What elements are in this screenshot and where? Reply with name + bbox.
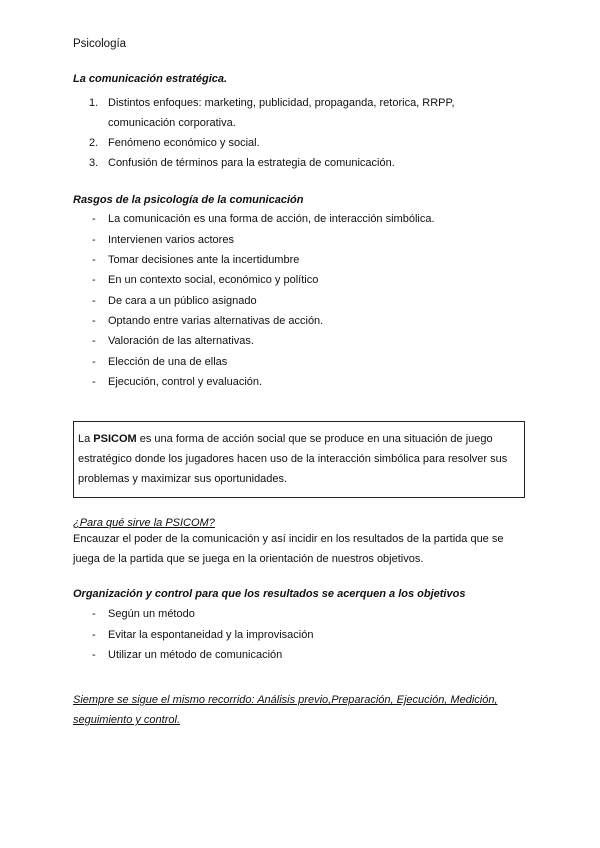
definition-box: [73, 421, 525, 498]
list-item: En un contexto social, económico y político: [108, 274, 319, 286]
footer-note-line: seguimiento y control.: [73, 714, 180, 726]
bullet-dash: -: [92, 295, 96, 307]
bullet-dash: -: [92, 335, 96, 347]
list-number: 2.: [89, 137, 99, 149]
bullet-dash: -: [92, 608, 96, 620]
bullet-dash: -: [92, 376, 96, 388]
bullet-dash: -: [92, 356, 96, 368]
definition-line-1: [78, 432, 493, 446]
section-heading-rasgos: Rasgos de la psicología de la comunicación: [73, 194, 304, 206]
list-item: Tomar decisiones ante la incertidumbre: [108, 254, 300, 266]
definition-line-3: problemas y maximizar sus oportunidades.: [78, 473, 288, 485]
bullet-dash: -: [92, 315, 96, 327]
footer-note-line: Siempre se sigue el mismo recorrido: Análisis previo,Preparación, Ejecución, Medición,: [73, 694, 498, 706]
list-item: Utilizar un método de comunicación: [108, 649, 283, 661]
list-item: Valoración de las alternativas.: [108, 335, 254, 347]
paragraph-line: juega de la partida que se juega en la orientación de nuestros objetivos.: [73, 553, 424, 565]
paragraph-line: Encauzar el poder de la comunicación y así incidir en los resultados de la partida que se: [73, 533, 504, 545]
section-question: ¿Para qué sirve la PSICOM?: [73, 517, 215, 529]
section-heading-organizacion: Organización y control para que los resultados se acerquen a los objetivos: [73, 588, 466, 600]
list-number: 3.: [89, 157, 99, 169]
definition-prefix: La: [78, 433, 94, 445]
list-item-continuation: comunicación corporativa.: [108, 117, 236, 129]
page-header-title: Psicología: [73, 38, 127, 50]
bullet-dash: -: [92, 213, 96, 225]
bullet-dash: -: [92, 234, 96, 246]
bullet-dash: -: [92, 629, 96, 641]
bullet-dash: -: [92, 254, 96, 266]
bullet-dash: -: [92, 649, 96, 661]
list-item: La comunicación es una forma de acción, de interacción simbólica.: [108, 213, 435, 225]
definition-line-2: estratégico donde los jugadores hacen uso de la interacción simbólica para resolver sus: [78, 453, 508, 465]
definition-term: PSICOM: [93, 433, 137, 445]
list-item: Según un método: [108, 608, 195, 620]
list-item: Intervienen varios actores: [108, 234, 234, 246]
list-item: Evitar la espontaneidad y la improvisación: [108, 629, 314, 641]
definition-rest: es una forma de acción social que se produce en una situación de juego: [136, 433, 493, 445]
list-item: Distintos enfoques: marketing, publicidad, propaganda, retorica, RRPP,: [108, 97, 455, 109]
list-item: De cara a un público asignado: [108, 295, 257, 307]
list-number: 1.: [89, 97, 99, 109]
list-item: Fenómeno económico y social.: [108, 137, 260, 149]
list-item: Optando entre varias alternativas de acción.: [108, 315, 324, 327]
bullet-dash: -: [92, 274, 96, 286]
section-heading-comunicacion-estrategica: La comunicación estratégica.: [73, 73, 228, 85]
list-item: Elección de una de ellas: [108, 356, 228, 368]
list-item: Confusión de términos para la estrategia de comunicación.: [108, 157, 395, 169]
list-item: Ejecución, control y evaluación.: [108, 376, 263, 388]
